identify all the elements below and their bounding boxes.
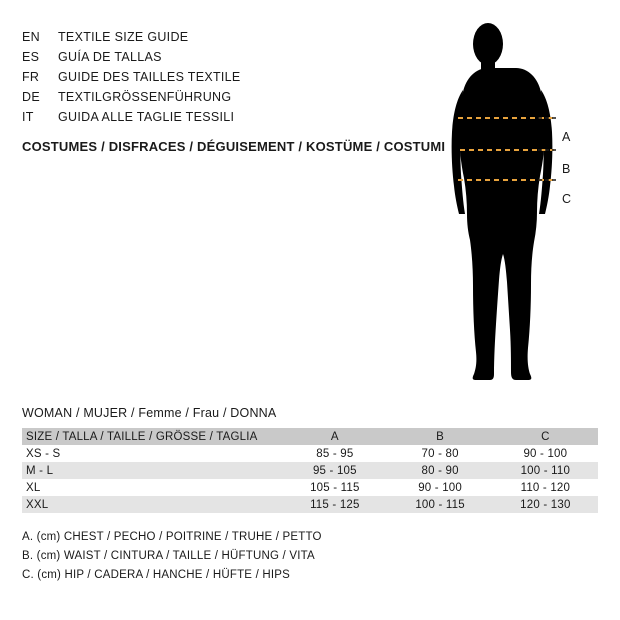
cell-hip: 90 - 100: [523, 447, 568, 460]
body-figure: [430, 18, 605, 388]
column-header-b: B: [436, 430, 445, 443]
costumes-subtitle: COSTUMES / DISFRACES / DÉGUISEMENT / KOSTÜME / COSTUMI: [22, 139, 446, 154]
legend-row-b: B. (cm) WAIST / CINTURA / TAILLE / HÜFTUNG / VITA: [22, 550, 315, 562]
language-row: [22, 50, 422, 70]
cell-chest: 105 - 115: [310, 481, 360, 494]
language-row: [22, 70, 422, 90]
legend-row-a: A. (cm) CHEST / PECHO / POITRINE / TRUHE / PETTO: [22, 531, 322, 543]
language-title: TEXTILGRÖSSENFÜHRUNG: [58, 90, 232, 104]
table-row: [22, 479, 598, 496]
language-title-list: [22, 30, 422, 130]
column-header-a: A: [330, 430, 339, 443]
table-row: [22, 496, 598, 513]
cell-hip: 100 - 110: [520, 464, 571, 477]
language-code: FR: [22, 70, 40, 84]
cell-waist: 100 - 115: [415, 498, 465, 511]
female-body-silhouette-icon: [430, 18, 605, 388]
cell-chest: 85 - 95: [316, 447, 354, 460]
table-body: [22, 445, 598, 513]
language-code: EN: [22, 30, 40, 44]
measurement-legend: [22, 528, 322, 585]
measure-label-a: A: [562, 130, 571, 144]
measure-label-c: C: [562, 192, 572, 206]
measure-label-b: B: [562, 162, 571, 176]
language-row: [22, 110, 422, 130]
language-row: [22, 30, 422, 50]
language-title: GUIDE DES TAILLES TEXTILE: [58, 70, 241, 84]
cell-waist: 90 - 100: [418, 481, 462, 494]
cell-size: M - L: [26, 464, 54, 477]
table-header: [22, 428, 598, 445]
size-table: [22, 428, 598, 513]
cell-waist: 80 - 90: [421, 464, 459, 477]
table-row: [22, 445, 598, 462]
language-title: TEXTILE SIZE GUIDE: [58, 30, 189, 44]
cell-hip: 110 - 120: [520, 481, 571, 494]
table-section-title: WOMAN / MUJER / Femme / Frau / DONNA: [22, 406, 277, 420]
table-header-row: [22, 428, 598, 445]
cell-chest: 95 - 105: [312, 464, 357, 477]
language-code: ES: [22, 50, 40, 64]
language-title: GUIDA ALLE TAGLIE TESSILI: [58, 110, 235, 124]
cell-size: XS - S: [26, 447, 61, 460]
column-header-c: C: [541, 430, 550, 443]
language-code: DE: [22, 90, 40, 104]
cell-chest: 115 - 125: [310, 498, 360, 511]
column-header-size: SIZE / TALLA / TAILLE / GRÖSSE / TAGLIA: [26, 430, 258, 443]
cell-size: XXL: [26, 498, 49, 511]
cell-hip: 120 - 130: [520, 498, 571, 511]
cell-waist: 70 - 80: [421, 447, 459, 460]
cell-size: XL: [26, 481, 41, 494]
language-title: GUÍA DE TALLAS: [58, 50, 162, 64]
language-row: [22, 90, 422, 110]
language-code: IT: [22, 110, 34, 124]
table-row: [22, 462, 598, 479]
legend-row-c: C. (cm) HIP / CADERA / HANCHE / HÜFTE / HIPS: [22, 569, 291, 581]
